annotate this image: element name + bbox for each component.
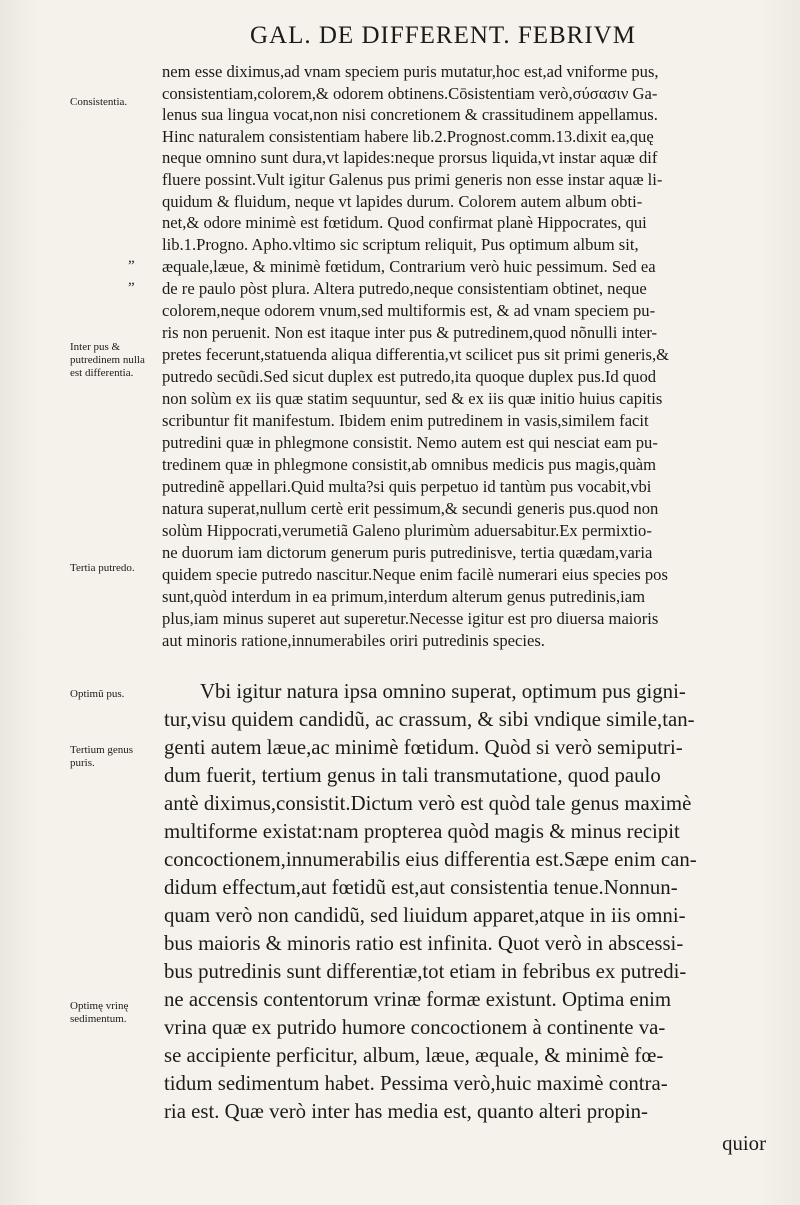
text-line: lenus sua lingua vocat,non nisi concretionem & crassitudinem appellamus. [162,105,658,124]
margin-note-optimum-pus: Optimũ pus. [70,688,125,700]
catchword: quior [722,1132,766,1155]
margin-note-consistentia: Consistentia. [70,96,128,108]
text-line: dum fuerit, tertium genus in tali transmutatione, quod paulo [164,764,661,787]
text-line: tur,visu quidem candidũ, ac crassum, & sibi vndique simile,tan- [164,708,695,731]
text-line: aut minoris ratione,innumerabiles oriri putredinis species. [162,631,545,650]
text-line: quam verò non candidũ, sed liuidum apparet,atque in iis omni- [164,904,686,927]
margin-note-optimae-vrinae: Optimę vrinę sedimentum. [70,1000,129,1025]
text-line: antè diximus,consistit.Dictum verò est quòd tale genus maximè [164,792,692,815]
text-line: didum effectum,aut fœtidũ est,aut consistentia tenue.Nonnun- [164,876,678,899]
text-line: ne duorum iam dictorum generum puris putredinisve, tertia quædam,varia [162,543,653,562]
text-line: se accipiente perficitur, album, læue, æquale, & minimè fœ- [164,1044,664,1067]
quotation-mark: „ [128,272,135,288]
text-line: æquale,læue, & minimè fœtidum, Contrarium verò huic pessimum. Sed ea [162,257,656,276]
quotation-mark: „ [128,250,135,266]
text-line: lib.1.Progno. Apho.vltimo sic scriptum reliquit, Pus optimum album sit, [162,235,639,254]
margin-note-inter-pus: Inter pus & putredinem nulla est differentia. [70,341,145,379]
text-line: bus putredinis sunt differentiæ,tot etiam in febribus ex putredi- [164,960,687,983]
text-line: net,& odore minimè est fœtidum. Quod confirmat planè Hippocrates, qui [162,213,647,232]
text-line: concoctionem,innumerabilis eius differentia est.Sæpe enim can- [164,848,697,871]
text-line: sunt,quòd interdum in ea primum,interdum alterum genus putredinis,iam [162,587,645,606]
text-line: genti autem læue,ac minimè fœtidum. Quòd si verò semiputri- [164,736,683,759]
text-line: nem esse diximus,ad vnam speciem puris mutatur,hoc est,ad vniforme pus, [162,62,659,81]
text-line: pretes fecerunt,statuenda aliqua differentia,vt scilicet pus sit primi generis,& [162,345,670,364]
text-line: vrina quæ ex putrido humore concoctionem à continente va- [164,1016,666,1039]
text-line: quidem specie putredo nascitur.Neque enim facilè numerari eius species pos [162,565,668,584]
text-line: tredinem quæ in phlegmone consistit,ab omnibus medicis pus magis,quàm [162,455,657,474]
text-line: colorem,neque odorem vnum,sed multiformis est, & ad vnam speciem pu- [162,301,656,320]
text-line: Vbi igitur natura ipsa omnino superat, optimum pus gigni- [200,680,686,703]
text-line: natura superat,nullum certè erit pessimum,& secundi generis pus.quod non [162,499,659,518]
text-line: scribuntur fit manifestum. Ibidem enim putredinem in vasis,similem facit [162,411,649,430]
text-line: putredini quæ in phlegmone consistit. Nemo autem est qui nesciat eam pu- [162,433,658,452]
text-line: ne accensis contentorum vrinæ formæ existunt. Optima enim [164,988,672,1011]
text-line: consistentiam,colorem,& odorem obtinens.Cōsistentiam verò,σύσασιν Ga- [162,84,658,103]
text-line: ria est. Quæ verò inter has media est, quanto alteri propin- [164,1100,648,1123]
text-line: fluere possint.Vult igitur Galenus pus primi generis non esse instar aquæ li- [162,170,663,189]
running-head: GAL. DE DIFFERENT. FEBRIVM [250,22,636,49]
text-line: putredo secũdi.Sed sicut duplex est putredo,ita quoque duplex pus.Id quod [162,367,657,386]
margin-note-tertia-putredo: Tertia putredo. [70,562,135,574]
text-line: non solùm ex iis quæ statim sequuntur, sed & ex iis quæ initio huius capitis [162,389,663,408]
text-line: tidum sedimentum habet. Pessima verò,huic maximè contra- [164,1072,668,1095]
text-line: quidum & fluidum, neque vt lapides durum. Colorem autem album obti- [162,192,643,211]
text-line: ris non peruenit. Non est itaque inter pus & putredinem,quod nõnulli inter- [162,323,658,342]
text-line: Hinc naturalem consistentiam habere lib.2.Prognost.comm.13.dixit ea,quę [162,127,654,146]
text-line: neque omnino sunt dura,vt lapides:neque prorsus liquida,vt instar aquæ dif [162,148,658,167]
text-line: multiforme existat:nam propterea quòd magis & minus recipit [164,820,680,843]
text-line: solùm Hippocrati,verumetiã Galeno plurimùm aduersabitur.Ex permixtio- [162,521,652,540]
text-line: putredinẽ appellari.Quid multa?si quis perpetuo id tantùm pus vocabit,vbi [162,477,652,496]
text-line: bus maioris & minoris ratio est infinita. Quot verò in abscessi- [164,932,684,955]
text-line: de re paulo pòst plura. Altera putredo,neque consistentiam obtinet, neque [162,279,647,298]
text-line: plus,iam minus superet aut superetur.Necesse igitur est pro diuersa maioris [162,609,659,628]
margin-note-tertium-genus: Tertium genus puris. [70,744,134,769]
